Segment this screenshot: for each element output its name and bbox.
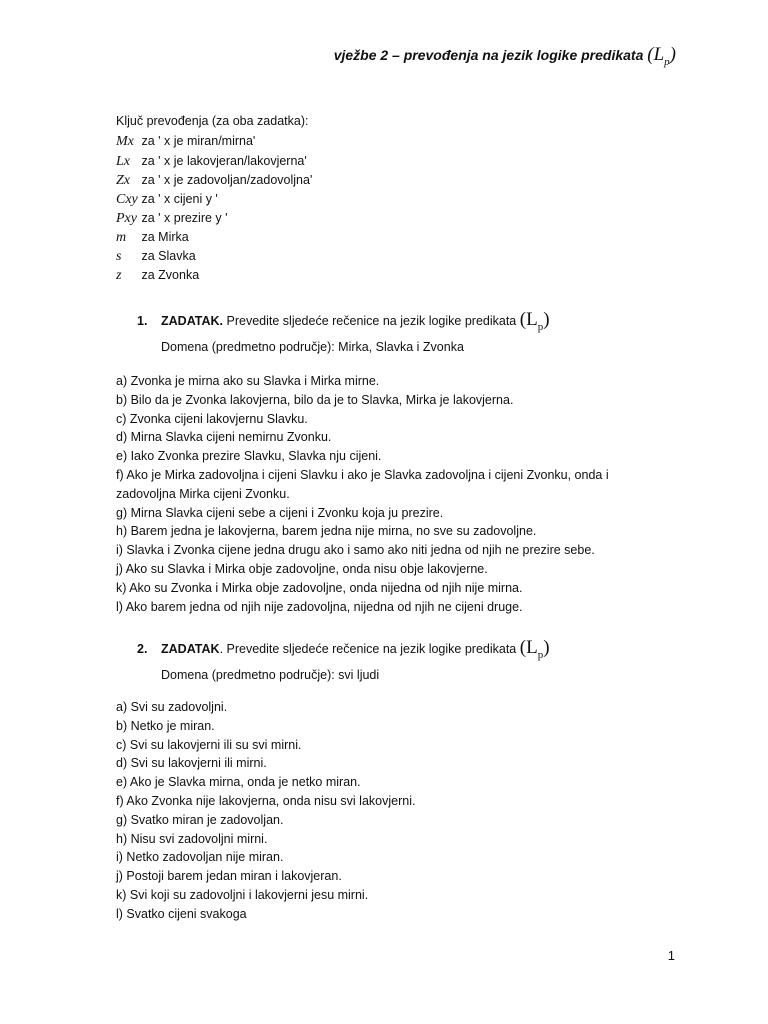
list-item: i) Netko zadovoljan nije miran. [116, 850, 284, 865]
key-description: za ' x cijeni y ' [141, 192, 218, 206]
list-item: c) Zvonka cijeni lakovjernu Slavku. [116, 411, 308, 426]
task-instruction: . Prevedite sljedeće rečenice na jezik logike predikata [219, 642, 517, 656]
key-symbol: z [116, 268, 122, 283]
key-symbol: Mx [116, 134, 134, 149]
key-description: za ' x je zadovoljan/zadovoljna' [141, 173, 313, 187]
key-symbol: Zx [116, 173, 130, 188]
page-header [334, 44, 676, 68]
task-domain: Domena (predmetno područje): svi ljudi [161, 667, 380, 682]
key-symbol: Lx [116, 154, 130, 169]
task-2-sentences [116, 698, 636, 924]
key-entry [116, 152, 312, 171]
task-instruction: Prevedite sljedeće rečenice na jezik logike predikata [226, 314, 517, 328]
task-label: ZADATAK. [161, 314, 224, 328]
key-symbol: m [116, 230, 127, 245]
list-item: h) Nisu svi zadovoljni mirni. [116, 831, 268, 846]
key-symbol: s [116, 249, 122, 264]
list-item: k) Ako su Zvonka i Mirka obje zadovoljne, onda nijedna od njih nije mirna. [116, 580, 523, 595]
key-title: Ključ prevođenja (za oba zadatka): [116, 114, 309, 128]
key-entry [116, 190, 312, 209]
list-item: l) Svatko cijeni svakoga [116, 906, 247, 921]
list-item: d) Mirna Slavka cijeni nemirnu Zvonku. [116, 430, 332, 445]
key-entry [116, 132, 312, 151]
lp-symbol: $(L_p)$ [647, 44, 676, 68]
list-item: j) Ako su Slavka i Mirka obje zadovoljne, onda nisu obje lakovjerne. [116, 561, 488, 576]
list-item: a) Zvonka je mirna ako su Slavka i Mirka mirne. [116, 374, 380, 388]
list-item: g) Svatko miran je zadovoljan. [116, 812, 284, 827]
task-number: 1. [137, 314, 148, 328]
list-item: b) Bilo da je Zvonka lakovjerna, bilo da je to Slavka, Mirka je lakovjerna. [116, 392, 514, 407]
task-2-heading [137, 637, 550, 684]
key-entry [116, 266, 312, 285]
key-entry [116, 209, 312, 228]
list-item: f) Ako Zvonka nije lakovjerna, onda nisu svi lakovjerni. [116, 793, 416, 808]
key-entries [116, 132, 312, 285]
task-1-sentences [116, 372, 636, 616]
list-item: c) Svi su lakovjerni ili su svi mirni. [116, 737, 302, 752]
translation-key [116, 112, 312, 285]
header-text: vježbe 2 – prevođenja na jezik logike predikata [333, 47, 644, 63]
list-item: f) Ako je Mirka zadovoljna i cijeni Slavku i ako je Slavka zadovoljna i cijeni Zvonku, onda i zadovoljna Mirka cijeni Zvonku. [116, 467, 609, 501]
list-item: j) Postoji barem jedan miran i lakovjeran. [116, 869, 342, 884]
key-description: za Zvonka [141, 268, 200, 282]
key-symbol: Cxy [116, 192, 138, 207]
list-item: b) Netko je miran. [116, 718, 215, 733]
list-item: i) Slavka i Zvonka cijene jedna drugu ako i samo ako niti jedna od njih ne prezire sebe. [116, 543, 595, 558]
task-1-heading [137, 309, 550, 356]
page-number: 1 [667, 948, 675, 963]
key-description: za ' x je miran/mirna' [141, 134, 256, 148]
key-entry [116, 171, 312, 190]
lp-symbol: $(L_p)$ [519, 637, 550, 661]
task-domain: Domena (predmetno područje): Mirka, Slavka i Zvonka [161, 339, 464, 354]
list-item: a) Svi su zadovoljni. [116, 700, 228, 714]
list-item: e) Ako je Slavka mirna, onda je netko miran. [116, 775, 361, 790]
key-entry [116, 247, 312, 266]
key-description: za Mirka [141, 230, 189, 244]
list-item: h) Barem jedna je lakovjerna, barem jedna nije mirna, no sve su zadovoljne. [116, 524, 537, 539]
list-item: k) Svi koji su zadovoljni i lakovjerni jesu mirni. [116, 887, 369, 902]
key-entry [116, 228, 312, 247]
list-item: e) Iako Zvonka prezire Slavku, Slavka nju cijeni. [116, 449, 382, 464]
key-description: za ' x je lakovjeran/lakovjerna' [141, 154, 307, 168]
key-description: za ' x prezire y ' [141, 211, 228, 225]
task-number: 2. [137, 642, 148, 656]
key-symbol: Pxy [116, 211, 137, 226]
list-item: g) Mirna Slavka cijeni sebe a cijeni i Zvonku koja ju prezire. [116, 505, 444, 520]
list-item: d) Svi su lakovjerni ili mirni. [116, 756, 267, 771]
task-label: ZADATAK [161, 642, 220, 656]
list-item: l) Ako barem jedna od njih nije zadovoljna, nijedna od njih ne cijeni druge. [116, 599, 523, 614]
key-description: za Slavka [141, 249, 196, 263]
lp-symbol: $(L_p)$ [519, 309, 550, 333]
